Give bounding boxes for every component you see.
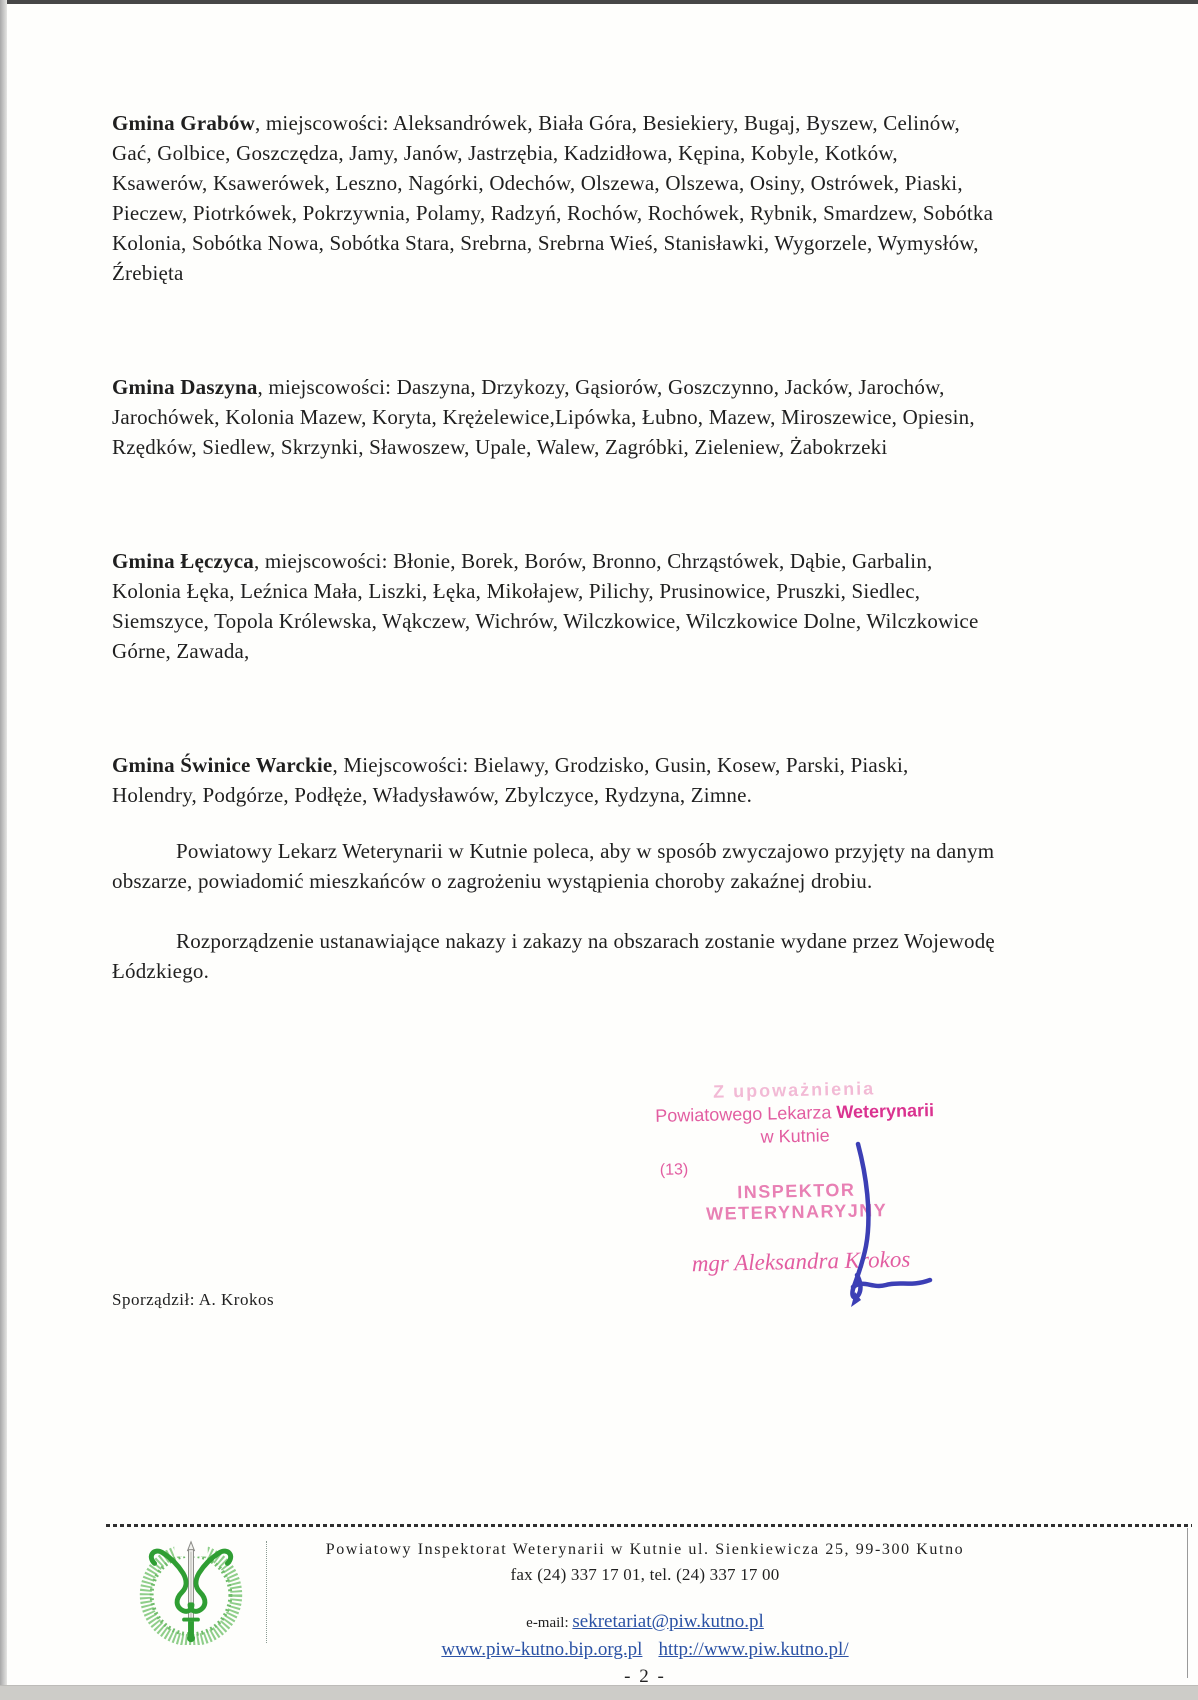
page-footer xyxy=(0,1524,1198,1688)
www-link[interactable]: http://www.piw.kutno.pl/ xyxy=(658,1639,849,1660)
stamp-signer-name: mgr Aleksandra Krokos xyxy=(691,1246,911,1277)
gmina-paragraph-daszyna xyxy=(112,372,996,462)
page-number: - 2 - xyxy=(624,1666,666,1687)
gmina-localities: , miejscowości: Aleksandrówek, Biała Góra, Besiekiery, Bugaj, Byszew, Celinów, Gać, Golbice, Goszczędza, Jamy, Janów, Jastrzębia, Kadzidłowa, Kępina, Kobyle, Kotków, Ksawerów, Ksawerówek, Leszno, Nagórki, Odechów, Olszewa, Olszewa, Osiny, Ostrówek, Piaski, Pieczew, Piotrkówek, Pokrzywnia, Polamy, Radzyń, Rochów, Rochówek, Rybnik, Smardzew, Sobótka Kolonia, Sobótka Nowa, Sobótka Stara, Srebrna, Srebrna Wieś, Stanisławki, Wygorzele, Wymysłów, Źrebięta xyxy=(112,111,994,285)
footer-vertical-divider xyxy=(266,1541,267,1643)
footer-logo-column xyxy=(116,1539,266,1645)
signature xyxy=(826,1140,944,1308)
gmina-paragraph-swinice-warckie xyxy=(112,750,996,810)
body-paragraph-regulation: Rozporządzenie ustanawiające nakazy i zakazy na obszarach zostanie wydane przez Wojewodę Łódzkiego. xyxy=(112,929,995,983)
veterinary-caduceus-icon xyxy=(127,1539,255,1645)
scan-edge-left xyxy=(0,0,7,1700)
gmina-name: Gmina Grabów xyxy=(112,111,255,135)
gmina-name: Gmina Łęczyca xyxy=(112,549,254,573)
stamp-number: (13) xyxy=(659,1161,689,1179)
gmina-name: Gmina Daszyna xyxy=(112,375,258,399)
gmina-localities: , Miejscowości: Bielawy, Grodzisko, Gusin, Kosew, Parski, Piaski, Holendry, Podgórze, Podłęże, Władysławów, Zbylczyce, Rydzyna, Zimne. xyxy=(112,753,909,807)
footer-email-line xyxy=(273,1611,1017,1633)
email-label: e-mail: xyxy=(526,1615,569,1631)
footer-text-column xyxy=(273,1539,1017,1688)
prepared-by: Sporządził: A. Krokos xyxy=(112,1290,275,1309)
footer-phone-fax: fax (24) 337 17 01, tel. (24) 337 17 00 xyxy=(510,1565,780,1584)
footer-divider xyxy=(106,1524,1192,1527)
document-body xyxy=(112,108,996,1016)
footer-org-address: Powiatowy Inspektorat Weterynarii w Kutnie ul. Sienkiewicza 25, 99-300 Kutno xyxy=(325,1541,965,1558)
gmina-name: Gmina Świnice Warckie xyxy=(112,753,333,777)
gmina-localities: , miejscowości: Błonie, Borek, Borów, Bronno, Chrząstówek, Dąbie, Garbalin, Kolonia Łęka, Leźnica Mała, Liszki, Łęka, Mikołajew, Pilichy, Prusinowice, Pruszki, Siedlec, Siemszyce, Topola Królewska, Wąkczew, Wichrów, Wilczkowice, Wilczkowice Dolne, Wilczkowice Górne, Zawada, xyxy=(112,549,979,663)
email-link[interactable]: sekretariat@piw.kutno.pl xyxy=(572,1611,764,1632)
gmina-localities: , miejscowości: Daszyna, Drzykozy, Gąsiorów, Goszczynno, Jacków, Jarochów, Jarochówek, Kolonia Mazew, Koryta, Krężelewice,Lipówka, Łubno, Mazew, Miroszewice, Opiesin, Rzędków, Siedlew, Skrzynki, Sławoszew, Upale, Walew, Zagróbki, Zieleniew, Żabokrzeki xyxy=(112,375,975,459)
stamp-title-line: INSPEKTOR WETERYNARYJNY xyxy=(705,1179,888,1224)
scan-edge-top xyxy=(0,0,1198,4)
footer-links-line xyxy=(273,1639,1017,1661)
stamp-office-prefix: Powiatowego Lekarza xyxy=(655,1102,837,1126)
gmina-paragraph-leczyca xyxy=(112,546,996,666)
stamp-city-line: w Kutnie xyxy=(760,1125,830,1147)
gmina-paragraph-grabow xyxy=(112,108,996,288)
stamp-authorization-line: Z upoważnienia xyxy=(712,1078,876,1102)
bip-link[interactable]: www.piw-kutno.bip.org.pl xyxy=(441,1639,643,1660)
stamp-office-bold: Weterynarii xyxy=(836,1100,935,1123)
body-paragraph-notice: Powiatowy Lekarz Weterynarii w Kutnie poleca, aby w sposób zwyczajowo przyjęty na danym obszarze, powiadomić mieszkańców o zagrożeniu wystąpienia choroby zakaźnej drobiu. xyxy=(112,839,995,893)
